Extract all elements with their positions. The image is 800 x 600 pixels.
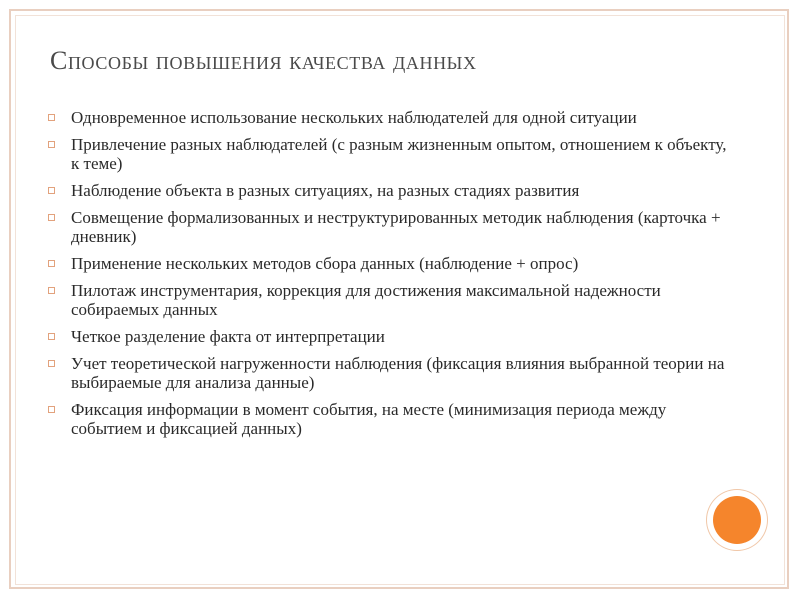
list-item: [48, 181, 728, 200]
list-item-text: Совмещение формализованных и неструктурированных методик наблюдения (карточка + дневник): [71, 208, 721, 246]
list-item-text: Привлечение разных наблюдателей (с разным жизненным опытом, отношением к объекту, к теме): [71, 135, 727, 173]
list-item: [48, 327, 728, 346]
list-item: [48, 400, 728, 438]
square-bullet-icon: [48, 187, 55, 194]
bullet-list: [48, 108, 728, 446]
square-bullet-icon: [48, 141, 55, 148]
square-bullet-icon: [48, 360, 55, 367]
decorative-circle: [713, 496, 761, 544]
list-item-text: Фиксация информации в момент события, на месте (минимизация периода между событием и фиксацией данных): [71, 400, 667, 438]
slide-title: Способы повышения качества данных: [50, 46, 477, 75]
square-bullet-icon: [48, 333, 55, 340]
square-bullet-icon: [48, 287, 55, 294]
square-bullet-icon: [48, 260, 55, 267]
list-item-text: Учет теоретической нагруженности наблюдения (фиксация влияния выбранной теории на выбираемые для анализа данные): [71, 354, 725, 392]
list-item-text: Четкое разделение факта от интерпретации: [71, 327, 385, 346]
square-bullet-icon: [48, 214, 55, 221]
list-item: [48, 354, 728, 392]
list-item-text: Одновременное использование нескольких наблюдателей для одной ситуации: [71, 108, 637, 127]
list-item-text: Применение нескольких методов сбора данных (наблюдение + опрос): [71, 254, 579, 273]
list-item: [48, 108, 728, 127]
list-item-text: Пилотаж инструментария, коррекция для достижения максимальной надежности собираемых данных: [71, 281, 661, 319]
square-bullet-icon: [48, 114, 55, 121]
list-item: [48, 281, 728, 319]
list-item: [48, 208, 728, 246]
list-item-text: Наблюдение объекта в разных ситуациях, на разных стадиях развития: [71, 181, 580, 200]
list-item: [48, 254, 728, 273]
square-bullet-icon: [48, 406, 55, 413]
list-item: [48, 135, 728, 173]
